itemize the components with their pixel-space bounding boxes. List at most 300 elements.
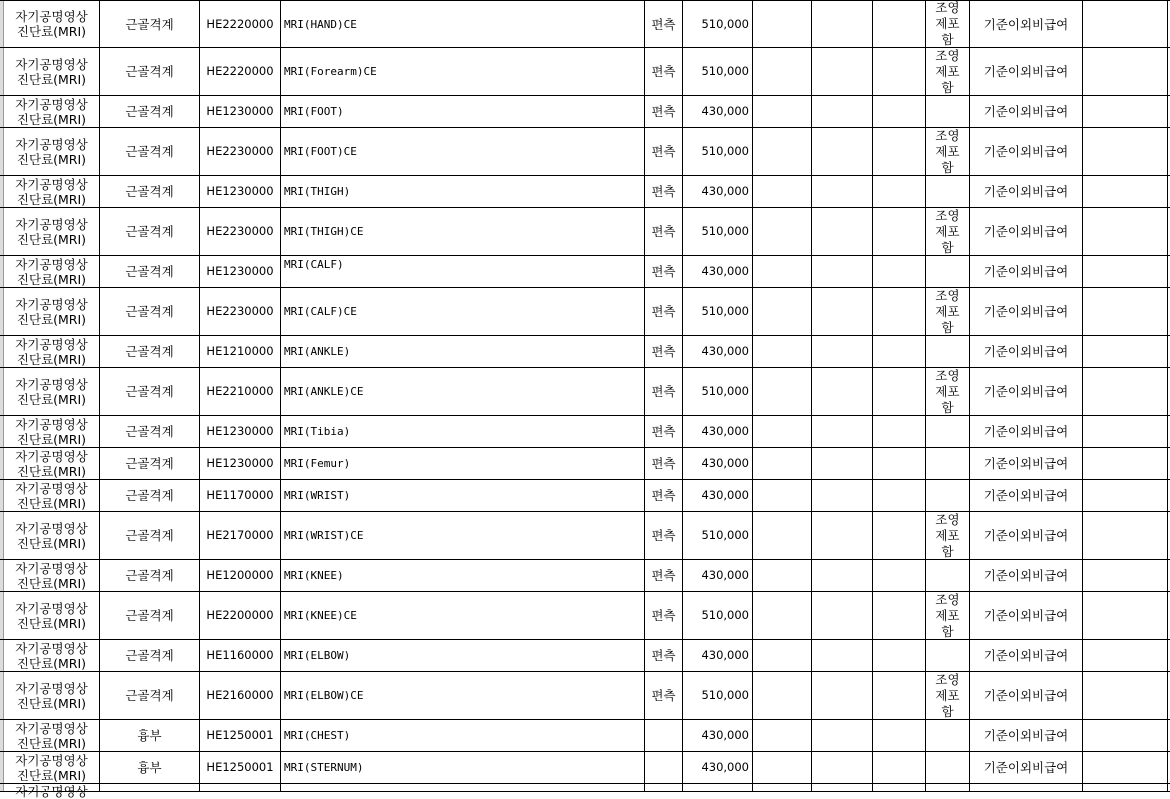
category-text: 진단료(MRI): [16, 495, 87, 511]
table-row: [0, 592, 1170, 640]
coverage-cell[interactable]: 기준이외비급여: [970, 96, 1083, 127]
category-cell[interactable]: [4, 784, 100, 799]
note-cell[interactable]: [926, 752, 970, 783]
exam-name-cell[interactable]: MRI(WRIST)CE: [281, 512, 645, 559]
note-cell[interactable]: [926, 560, 970, 591]
empty-cell[interactable]: [1083, 256, 1168, 287]
empty-cell[interactable]: [1083, 176, 1168, 207]
price-cell[interactable]: 430,000: [683, 176, 753, 207]
empty-cell[interactable]: [753, 672, 812, 719]
exam-name-cell[interactable]: MRI(ANKLE): [281, 336, 645, 367]
exam-name-cell[interactable]: MRI(STERNUM): [281, 752, 645, 783]
coverage-cell[interactable]: 기준이외비급여: [970, 368, 1083, 415]
coverage-cell[interactable]: 기준이외비급여: [970, 1, 1083, 47]
empty-cell[interactable]: [1083, 784, 1168, 791]
category-cell[interactable]: [4, 1, 100, 47]
category-cell[interactable]: [4, 176, 100, 207]
category-cell[interactable]: [4, 288, 100, 335]
coverage-cell[interactable]: 기준이외비급여: [970, 128, 1083, 175]
note-cell[interactable]: [926, 176, 970, 207]
empty-cell[interactable]: [812, 368, 873, 415]
body-part-cell[interactable]: 근골격계: [100, 592, 200, 639]
code-cell[interactable]: HE2220000: [200, 1, 281, 47]
note-cell[interactable]: [926, 448, 970, 479]
exam-name-cell[interactable]: MRI(Forearm)CE: [281, 48, 645, 95]
empty-cell[interactable]: [753, 48, 812, 95]
note-cell[interactable]: [926, 640, 970, 671]
category-text: 자기공명영상: [15, 480, 88, 496]
empty-cell[interactable]: [1083, 96, 1168, 127]
price-cell[interactable]: 510,000: [683, 128, 753, 175]
side-cell[interactable]: 편측: [645, 208, 683, 255]
empty-cell[interactable]: [753, 368, 812, 415]
empty-cell[interactable]: [1083, 592, 1168, 639]
table-row: [0, 512, 1170, 560]
side-cell[interactable]: [645, 784, 683, 791]
code-cell[interactable]: HE1230000: [200, 96, 281, 127]
category-text: 진단료(MRI): [16, 615, 87, 631]
note-text: 함: [941, 159, 954, 175]
empty-cell[interactable]: [873, 288, 926, 335]
empty-cell[interactable]: [873, 416, 926, 447]
exam-name-cell[interactable]: MRI(THIGH)CE: [281, 208, 645, 255]
empty-cell[interactable]: [1083, 368, 1168, 415]
body-part-cell[interactable]: 근골격계: [100, 336, 200, 367]
empty-cell[interactable]: [873, 256, 926, 287]
coverage-cell[interactable]: 기준이외비급여: [970, 560, 1083, 591]
category-text: 진단료(MRI): [16, 351, 87, 367]
coverage-cell[interactable]: 기준이외비급여: [970, 640, 1083, 671]
empty-cell[interactable]: [873, 96, 926, 127]
empty-cell[interactable]: [873, 512, 926, 559]
price-cell[interactable]: 510,000: [683, 592, 753, 639]
exam-name-cell[interactable]: MRI(ANKLE)CE: [281, 368, 645, 415]
category-text: 자기공명영상: [15, 720, 88, 736]
empty-cell[interactable]: [812, 448, 873, 479]
note-cell[interactable]: [926, 256, 970, 287]
code-cell[interactable]: HE2210000: [200, 368, 281, 415]
category-text: 자기공명영상: [15, 752, 88, 768]
body-part-cell[interactable]: 근골격계: [100, 1, 200, 47]
body-part-cell[interactable]: 근골격계: [100, 672, 200, 719]
category-cell[interactable]: [4, 672, 100, 719]
empty-cell[interactable]: [812, 48, 873, 95]
note-text: 제포: [935, 383, 960, 399]
note-cell[interactable]: [926, 672, 970, 719]
note-text: 제포: [935, 223, 960, 239]
empty-cell[interactable]: [753, 560, 812, 591]
price-cell[interactable]: 510,000: [683, 288, 753, 335]
category-cell[interactable]: [4, 640, 100, 671]
price-cell[interactable]: [683, 784, 753, 791]
category-cell[interactable]: [4, 48, 100, 95]
note-text: 제포: [935, 687, 960, 703]
empty-cell[interactable]: [873, 672, 926, 719]
empty-cell[interactable]: [873, 592, 926, 639]
category-cell[interactable]: [4, 256, 100, 287]
code-cell[interactable]: HE2230000: [200, 288, 281, 335]
table-row: [0, 720, 1170, 752]
side-cell[interactable]: [645, 752, 683, 783]
empty-cell[interactable]: [753, 256, 812, 287]
empty-cell[interactable]: [1083, 336, 1168, 367]
exam-name-cell[interactable]: MRI(CALF)CE: [281, 288, 645, 335]
note-cell[interactable]: [926, 208, 970, 255]
empty-cell[interactable]: [873, 720, 926, 751]
empty-cell[interactable]: [1083, 128, 1168, 175]
category-text: 진단료(MRI): [16, 71, 87, 87]
coverage-cell[interactable]: 기준이외비급여: [970, 672, 1083, 719]
empty-cell[interactable]: [812, 592, 873, 639]
price-cell[interactable]: 430,000: [683, 336, 753, 367]
code-cell[interactable]: [200, 784, 281, 791]
coverage-cell[interactable]: 기준이외비급여: [970, 48, 1083, 95]
code-cell[interactable]: HE2230000: [200, 208, 281, 255]
table-row: [0, 448, 1170, 480]
exam-name-cell[interactable]: MRI(HAND)CE: [281, 1, 645, 47]
body-part-cell[interactable]: 근골격계: [100, 512, 200, 559]
body-part-cell[interactable]: 근골격계: [100, 288, 200, 335]
exam-name-cell[interactable]: MRI(FOOT): [281, 96, 645, 127]
note-cell[interactable]: [926, 288, 970, 335]
price-cell[interactable]: 510,000: [683, 368, 753, 415]
code-cell[interactable]: HE1210000: [200, 336, 281, 367]
note-text: 조영: [935, 591, 960, 607]
empty-cell[interactable]: [753, 288, 812, 335]
code-cell[interactable]: HE1250001: [200, 752, 281, 783]
empty-cell[interactable]: [812, 336, 873, 367]
body-part-cell[interactable]: 흉부: [100, 720, 200, 751]
empty-cell[interactable]: [753, 640, 812, 671]
empty-cell[interactable]: [753, 176, 812, 207]
note-cell[interactable]: [926, 96, 970, 127]
side-cell[interactable]: 편측: [645, 1, 683, 47]
note-text: 함: [941, 79, 954, 95]
code-cell[interactable]: HE1200000: [200, 560, 281, 591]
body-part-cell[interactable]: [100, 784, 200, 791]
exam-name-cell[interactable]: MRI(WRIST): [281, 480, 645, 511]
empty-cell[interactable]: [1083, 448, 1168, 479]
empty-cell[interactable]: [753, 720, 812, 751]
body-part-cell[interactable]: 근골격계: [100, 480, 200, 511]
empty-cell[interactable]: [873, 480, 926, 511]
empty-cell[interactable]: [1083, 752, 1168, 783]
empty-cell[interactable]: [812, 176, 873, 207]
coverage-cell[interactable]: 기준이외비급여: [970, 512, 1083, 559]
empty-cell[interactable]: [1083, 480, 1168, 511]
exam-name-cell[interactable]: MRI(CHEST): [281, 720, 645, 751]
empty-cell[interactable]: [873, 48, 926, 95]
table-row: [0, 672, 1170, 720]
note-text: 조영: [935, 367, 960, 383]
category-cell[interactable]: [4, 96, 100, 127]
category-text: 자기공명영상: [15, 520, 88, 536]
note-text: 함: [941, 319, 954, 335]
empty-cell[interactable]: [753, 752, 812, 783]
coverage-cell[interactable]: 기준이외비급여: [970, 176, 1083, 207]
empty-cell[interactable]: [1083, 416, 1168, 447]
body-part-cell[interactable]: 흉부: [100, 752, 200, 783]
body-part-cell[interactable]: 근골격계: [100, 448, 200, 479]
side-cell[interactable]: 편측: [645, 416, 683, 447]
code-cell[interactable]: HE1230000: [200, 176, 281, 207]
note-cell[interactable]: [926, 784, 970, 791]
coverage-cell[interactable]: 기준이외비급여: [970, 336, 1083, 367]
category-cell[interactable]: [4, 592, 100, 639]
empty-cell[interactable]: [873, 640, 926, 671]
exam-name-cell[interactable]: MRI(KNEE)CE: [281, 592, 645, 639]
empty-cell[interactable]: [873, 176, 926, 207]
table-row: [0, 560, 1170, 592]
empty-cell[interactable]: [812, 480, 873, 511]
empty-cell[interactable]: [873, 368, 926, 415]
side-cell[interactable]: 편측: [645, 592, 683, 639]
empty-cell[interactable]: [1083, 288, 1168, 335]
coverage-cell[interactable]: 기준이외비급여: [970, 208, 1083, 255]
body-part-cell[interactable]: 근골격계: [100, 256, 200, 287]
side-cell[interactable]: 편측: [645, 560, 683, 591]
empty-cell[interactable]: [812, 96, 873, 127]
coverage-cell[interactable]: 기준이외비급여: [970, 592, 1083, 639]
code-cell[interactable]: HE2230000: [200, 128, 281, 175]
empty-cell[interactable]: [812, 560, 873, 591]
note-cell[interactable]: [926, 48, 970, 95]
exam-name-cell[interactable]: MRI(ELBOW): [281, 640, 645, 671]
note-text: 제포: [935, 143, 960, 159]
price-cell[interactable]: 510,000: [683, 672, 753, 719]
note-text: 함: [941, 543, 954, 559]
category-text: 자기공명영상: [15, 296, 88, 312]
empty-cell[interactable]: [753, 128, 812, 175]
category-text: 자기공명영상: [15, 136, 88, 152]
code-cell[interactable]: HE2170000: [200, 512, 281, 559]
empty-cell[interactable]: [753, 416, 812, 447]
category-text: 자기공명영상: [15, 176, 88, 192]
table-row: [0, 0, 1170, 48]
body-part-cell[interactable]: 근골격계: [100, 208, 200, 255]
body-part-cell[interactable]: 근골격계: [100, 560, 200, 591]
price-cell[interactable]: 430,000: [683, 96, 753, 127]
empty-cell[interactable]: [812, 288, 873, 335]
empty-cell[interactable]: [753, 208, 812, 255]
exam-name-cell[interactable]: MRI(Femur): [281, 448, 645, 479]
body-part-cell[interactable]: 근골격계: [100, 416, 200, 447]
coverage-cell[interactable]: 기준이외비급여: [970, 720, 1083, 751]
category-text: 자기공명영상: [15, 216, 88, 232]
category-text: 자기공명영상: [15, 9, 88, 24]
note-text: 함: [941, 399, 954, 415]
body-part-cell[interactable]: 근골격계: [100, 48, 200, 95]
side-cell[interactable]: [645, 720, 683, 751]
price-cell[interactable]: 430,000: [683, 480, 753, 511]
exam-name-cell[interactable]: MRI(ELBOW)CE: [281, 672, 645, 719]
code-cell[interactable]: HE2160000: [200, 672, 281, 719]
exam-name-cell[interactable]: MRI(THIGH): [281, 176, 645, 207]
body-part-cell[interactable]: 근골격계: [100, 128, 200, 175]
price-cell[interactable]: 510,000: [683, 208, 753, 255]
empty-cell[interactable]: [873, 560, 926, 591]
side-cell[interactable]: 편측: [645, 128, 683, 175]
empty-cell[interactable]: [1083, 672, 1168, 719]
code-cell[interactable]: HE2200000: [200, 592, 281, 639]
category-cell[interactable]: [4, 128, 100, 175]
exam-name-cell[interactable]: [281, 784, 645, 791]
category-cell[interactable]: [4, 416, 100, 447]
empty-cell[interactable]: [753, 336, 812, 367]
table-row: [0, 784, 1170, 799]
body-part-cell[interactable]: 근골격계: [100, 96, 200, 127]
table-row: [0, 480, 1170, 512]
category-cell[interactable]: [4, 448, 100, 479]
category-cell[interactable]: [4, 368, 100, 415]
empty-cell[interactable]: [753, 1, 812, 47]
empty-cell[interactable]: [753, 512, 812, 559]
side-cell[interactable]: 편측: [645, 672, 683, 719]
price-cell[interactable]: 430,000: [683, 640, 753, 671]
code-cell[interactable]: HE1250001: [200, 720, 281, 751]
table-row: [0, 416, 1170, 448]
price-cell[interactable]: 510,000: [683, 48, 753, 95]
category-text: 자기공명영상: [15, 336, 88, 352]
category-cell[interactable]: [4, 336, 100, 367]
empty-cell[interactable]: [753, 448, 812, 479]
coverage-cell[interactable]: 기준이외비급여: [970, 256, 1083, 287]
category-cell[interactable]: [4, 480, 100, 511]
code-cell[interactable]: HE1230000: [200, 256, 281, 287]
coverage-cell[interactable]: 기준이외비급여: [970, 480, 1083, 511]
empty-cell[interactable]: [812, 1, 873, 47]
empty-cell[interactable]: [1083, 512, 1168, 559]
code-cell[interactable]: HE1170000: [200, 480, 281, 511]
price-cell[interactable]: 430,000: [683, 720, 753, 751]
empty-cell[interactable]: [873, 128, 926, 175]
code-cell[interactable]: HE1230000: [200, 416, 281, 447]
note-cell[interactable]: [926, 416, 970, 447]
empty-cell[interactable]: [1083, 640, 1168, 671]
category-text: 자기공명영상: [15, 416, 88, 432]
price-cell[interactable]: 430,000: [683, 448, 753, 479]
side-cell[interactable]: 편측: [645, 448, 683, 479]
side-cell[interactable]: 편측: [645, 512, 683, 559]
note-text: 제포: [935, 607, 960, 623]
coverage-cell[interactable]: 기준이외비급여: [970, 752, 1083, 783]
side-cell[interactable]: 편측: [645, 256, 683, 287]
empty-cell[interactable]: [812, 784, 873, 791]
note-text: 함: [941, 239, 954, 255]
side-cell[interactable]: 편측: [645, 640, 683, 671]
category-text: 진단료(MRI): [16, 695, 87, 711]
category-text: 자기공명영상: [15, 600, 88, 616]
body-part-cell[interactable]: 근골격계: [100, 640, 200, 671]
exam-name-cell[interactable]: MRI(KNEE): [281, 560, 645, 591]
coverage-cell[interactable]: 기준이외비급여: [970, 448, 1083, 479]
empty-cell[interactable]: [812, 128, 873, 175]
empty-cell[interactable]: [812, 640, 873, 671]
note-text: 함: [941, 32, 954, 47]
empty-cell[interactable]: [812, 416, 873, 447]
side-cell[interactable]: 편측: [645, 480, 683, 511]
note-cell[interactable]: [926, 512, 970, 559]
code-cell[interactable]: HE2220000: [200, 48, 281, 95]
empty-cell[interactable]: [873, 448, 926, 479]
coverage-cell[interactable]: 기준이외비급여: [970, 416, 1083, 447]
empty-cell[interactable]: [812, 512, 873, 559]
side-cell[interactable]: 편측: [645, 96, 683, 127]
empty-cell[interactable]: [812, 256, 873, 287]
coverage-cell[interactable]: [970, 784, 1083, 791]
side-cell[interactable]: 편측: [645, 368, 683, 415]
note-text: 함: [941, 623, 954, 639]
empty-cell[interactable]: [1083, 48, 1168, 95]
coverage-cell[interactable]: 기준이외비급여: [970, 288, 1083, 335]
note-text: 조영: [935, 47, 960, 63]
category-cell[interactable]: [4, 560, 100, 591]
empty-cell[interactable]: [873, 208, 926, 255]
side-cell[interactable]: 편측: [645, 336, 683, 367]
side-cell[interactable]: 편측: [645, 288, 683, 335]
category-text: 진단료(MRI): [16, 271, 87, 287]
empty-cell[interactable]: [873, 336, 926, 367]
note-cell[interactable]: [926, 592, 970, 639]
note-text: 조영: [935, 511, 960, 527]
price-cell[interactable]: 510,000: [683, 512, 753, 559]
empty-cell[interactable]: [812, 208, 873, 255]
empty-cell[interactable]: [753, 592, 812, 639]
body-part-cell[interactable]: 근골격계: [100, 176, 200, 207]
price-cell[interactable]: 430,000: [683, 416, 753, 447]
exam-name-cell[interactable]: MRI(CALF): [281, 256, 645, 287]
empty-cell[interactable]: [812, 720, 873, 751]
empty-cell[interactable]: [1083, 560, 1168, 591]
note-cell[interactable]: [926, 336, 970, 367]
empty-cell[interactable]: [873, 1, 926, 47]
category-text: 자기공명영상: [15, 680, 88, 696]
empty-cell[interactable]: [1083, 1, 1168, 47]
note-text: 제포: [935, 63, 960, 79]
exam-name-cell[interactable]: MRI(FOOT)CE: [281, 128, 645, 175]
code-cell[interactable]: HE1230000: [200, 448, 281, 479]
price-cell[interactable]: 430,000: [683, 256, 753, 287]
note-cell[interactable]: [926, 720, 970, 751]
empty-cell[interactable]: [812, 672, 873, 719]
category-text: 진단료(MRI): [16, 231, 87, 247]
note-cell[interactable]: [926, 1, 970, 47]
exam-name-cell[interactable]: MRI(Tibia): [281, 416, 645, 447]
empty-cell[interactable]: [873, 752, 926, 783]
note-cell[interactable]: [926, 368, 970, 415]
empty-cell[interactable]: [873, 784, 926, 791]
price-cell[interactable]: 430,000: [683, 560, 753, 591]
note-cell[interactable]: [926, 128, 970, 175]
code-cell[interactable]: HE1160000: [200, 640, 281, 671]
empty-cell[interactable]: [812, 752, 873, 783]
empty-cell[interactable]: [1083, 720, 1168, 751]
side-cell[interactable]: 편측: [645, 176, 683, 207]
note-cell[interactable]: [926, 480, 970, 511]
price-cell[interactable]: 510,000: [683, 1, 753, 47]
price-cell[interactable]: 430,000: [683, 752, 753, 783]
side-cell[interactable]: 편측: [645, 48, 683, 95]
category-cell[interactable]: [4, 208, 100, 255]
category-cell[interactable]: [4, 752, 100, 783]
empty-cell[interactable]: [753, 784, 812, 791]
empty-cell[interactable]: [1083, 208, 1168, 255]
empty-cell[interactable]: [753, 96, 812, 127]
body-part-cell[interactable]: 근골격계: [100, 368, 200, 415]
empty-cell[interactable]: [753, 480, 812, 511]
category-cell[interactable]: [4, 720, 100, 751]
category-cell[interactable]: [4, 512, 100, 559]
